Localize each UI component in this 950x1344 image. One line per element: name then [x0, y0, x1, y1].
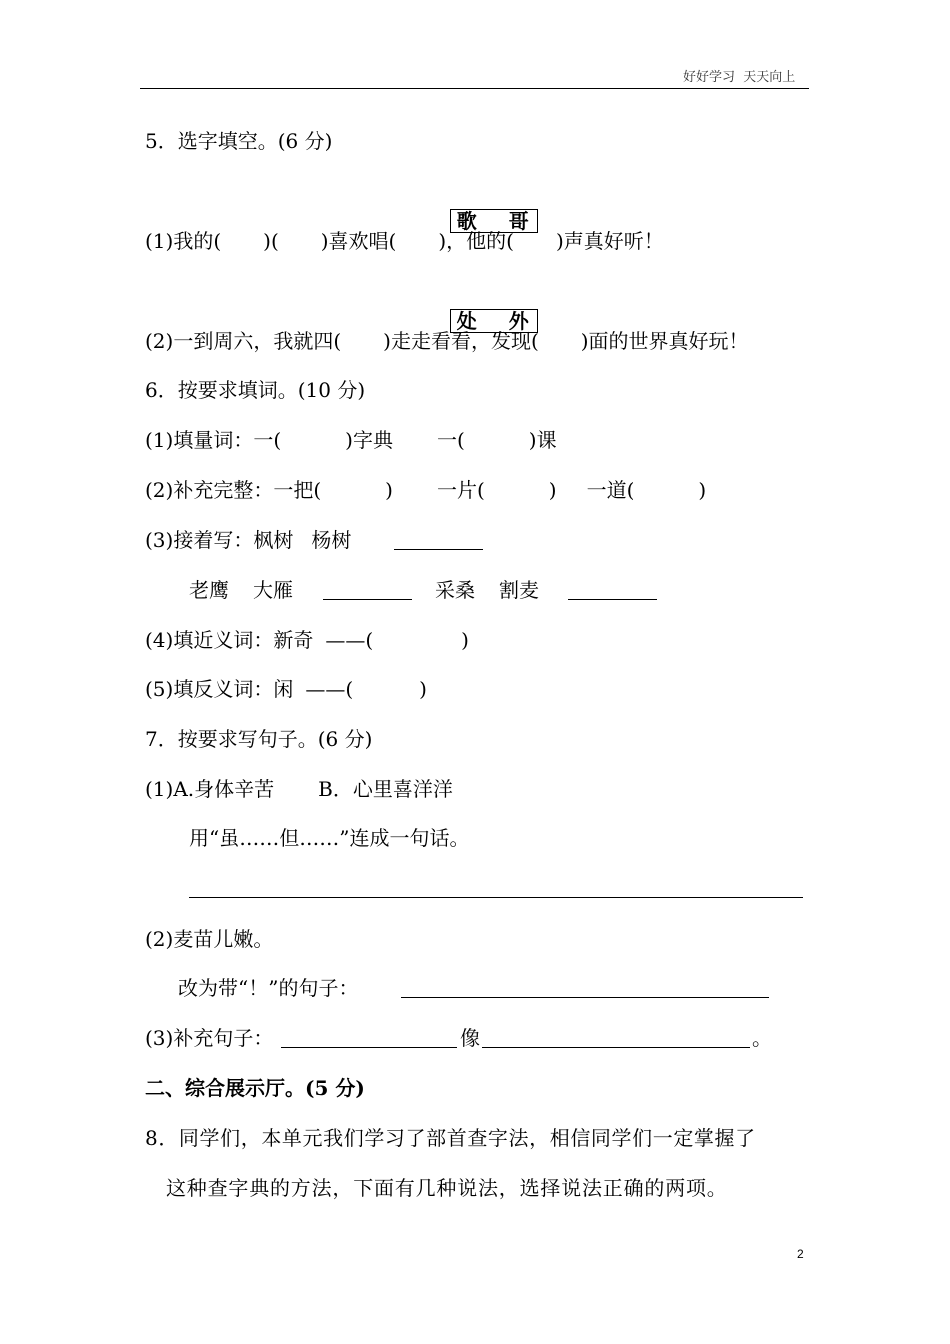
q6-l1-part: )字典 — [345, 428, 393, 452]
q5-choice-1b: 哥 — [508, 209, 531, 233]
q6-line-2 — [145, 476, 706, 504]
q6-l2-part: ) — [385, 478, 393, 502]
q7-answer-line-2[interactable] — [401, 997, 769, 998]
q7-line-2: (2)麦苗儿嫩。 — [145, 927, 274, 951]
q6-l2-part: ) — [548, 478, 557, 502]
q5-s1-part: )喜欢唱( — [320, 229, 397, 253]
q5-sentence-1 — [145, 227, 664, 255]
q6-l5-part: ——( — [305, 677, 354, 701]
q5-s2-part: (2)一到周六，我就四( — [145, 329, 342, 353]
q6-l5-part: (5)填反义词：闲 — [145, 677, 294, 701]
q7-line-3c: 。 — [752, 1026, 772, 1050]
q7-line-2b: 改为带“！”的句子： — [178, 976, 359, 1000]
page-number: 2 — [797, 1247, 804, 1261]
q6-line-5 — [145, 675, 427, 703]
q5-title: 5．选字填空。(6 分) — [145, 129, 333, 153]
q8-line-2: 这种查字典的方法，下面有几种说法，选择说法正确的两项。 — [166, 1176, 728, 1200]
q5-sentence-2 — [145, 327, 749, 355]
q7-answer-line-1[interactable] — [189, 897, 803, 898]
q6-line-4 — [145, 626, 469, 654]
q6-l3b-part: 老鹰 — [189, 578, 229, 602]
q6-l1-part: )课 — [528, 428, 557, 452]
q5-s2-part: )走走看看，发现( — [383, 329, 539, 353]
q5-s1-part: )声真好听！ — [555, 229, 664, 253]
q5-choice-2a: 处 — [456, 309, 479, 333]
q5-s1-part: )( — [263, 229, 279, 253]
q7-answer-line-3a[interactable] — [281, 1047, 457, 1048]
q7-line-3b: 像 — [460, 1026, 480, 1050]
q6-l2-part: 一片( — [436, 478, 485, 502]
q6-line-3c — [435, 576, 539, 604]
q6-l4-part: (4)填近义词：新奇 — [145, 628, 314, 652]
q6-l3b-blank-2[interactable] — [568, 599, 657, 600]
q5-s1-part: (1)我的( — [145, 229, 222, 253]
q6-l3-part: (3)接着写：枫树 — [145, 528, 294, 552]
q7-line-1 — [145, 775, 453, 803]
q5-s1-part: )，他的( — [438, 229, 514, 253]
q5-s2-part: )面的世界真好玩！ — [580, 329, 749, 353]
q6-l2-part: 一道( — [586, 478, 635, 502]
q6-l5-part: ) — [419, 677, 427, 701]
q6-l4-part: ) — [461, 628, 469, 652]
q6-l1-part: (1)填量词：一( — [145, 428, 282, 452]
q6-title: 6．按要求填词。(10 分) — [145, 378, 366, 402]
q7-line-3a: (3)补充句子： — [145, 1026, 274, 1050]
q6-l2-part: (2)补充完整：一把( — [145, 478, 322, 502]
q6-l1-part: 一( — [436, 428, 465, 452]
q6-line-1 — [145, 426, 557, 454]
q6-l2-part: ) — [698, 478, 707, 502]
q6-l3b-blank-1[interactable] — [323, 599, 412, 600]
q6-l4-part: ——( — [325, 628, 374, 652]
q7-line-1b: 用“虽……但……”连成一句话。 — [189, 826, 470, 850]
q6-l3b-part: 大雁 — [253, 578, 293, 602]
q5-choice-1a: 歌 — [456, 209, 479, 233]
q5-choice-2b: 外 — [508, 309, 531, 333]
q6-l3b-part: 割麦 — [499, 578, 539, 602]
q7-answer-line-3b[interactable] — [482, 1047, 750, 1048]
q6-line-3 — [145, 526, 351, 554]
q7-l1-part: B．心里喜洋洋 — [318, 777, 453, 801]
q8-line-1: 8．同学们，本单元我们学习了部首查字法，相信同学们一定掌握了 — [145, 1126, 756, 1150]
header-rule — [140, 88, 809, 89]
q6-l3b-part: 采桑 — [435, 578, 475, 602]
header-text: 好好学习 天天向上 — [683, 70, 796, 85]
q6-l3-blank[interactable] — [394, 549, 483, 550]
section-2-title: 二、综合展示厅。(5 分) — [145, 1076, 365, 1100]
q6-line-3b — [189, 576, 293, 604]
q6-l3-part: 杨树 — [311, 528, 352, 552]
q7-l1-part: (1)A.身体辛苦 — [145, 777, 275, 801]
q7-title: 7．按要求写句子。(6 分) — [145, 727, 373, 751]
